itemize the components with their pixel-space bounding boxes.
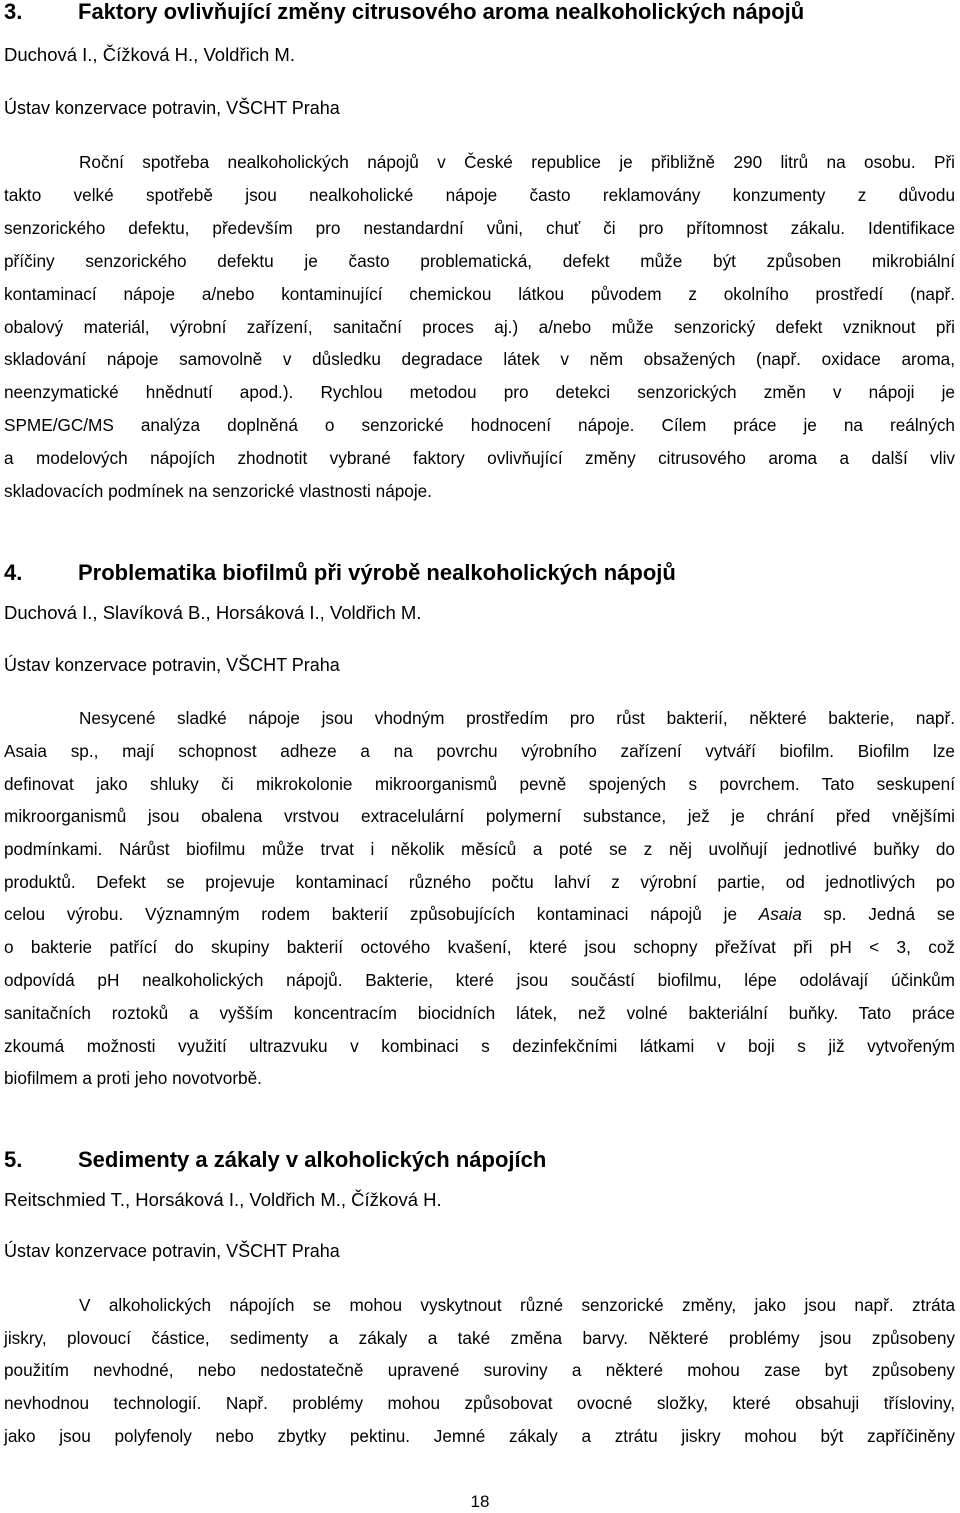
paragraph-line: podmínkami. Nárůst biofilmu může trvat i několik měsíců a poté se z něj uvolňují jednotlivé buňky do (4, 839, 955, 859)
paragraph-line: odpovídá pH nealkoholických nápojů. Bakterie, které jsou součástí biofilmu, lépe odolávají účinkům (4, 970, 955, 990)
paragraph-line: příčiny senzorického defektu je často problematická, defekt může být způsoben mikrobiální (4, 251, 955, 271)
section-title: Faktory ovlivňující změny citrusového aroma nealkoholických nápojů (78, 0, 805, 24)
section-title: Problematika biofilmů při výrobě nealkoholických nápojů (78, 560, 676, 585)
section-number: 3. (4, 0, 23, 24)
section-3-heading (4, 0, 804, 26)
paragraph-line: obalový materiál, výrobní zařízení, sanitační proces aj.) a/nebo může senzorický defekt vzniknout při (4, 317, 955, 337)
paragraph-line: kontaminací nápoje a/nebo kontaminující chemickou látkou původem z okolního prostředí (např. (4, 284, 955, 304)
paragraph-line: V alkoholických nápojích se mohou vyskytnout různé senzorické změny, jako jsou např. ztráta (79, 1295, 955, 1315)
paragraph-line: definovat jako shluky či mikrokolonie mikroorganismů pevně spojených s povrchem. Tato seskupení (4, 774, 955, 794)
paragraph-line: zkoumá možnosti využití ultrazvuku v kombinaci s dezinfekčními látkami v boji s již vytvořeným (4, 1036, 955, 1056)
paragraph-line: skladovacích podmínek na senzorické vlastnosti nápoje. (4, 481, 433, 501)
paragraph-line: a modelových nápojích zhodnotit vybrané faktory ovlivňující změny citrusového aroma a další vliv (4, 448, 955, 468)
paragraph-line: Nesycené sladké nápoje jsou vhodným prostředím pro růst bakterií, některé bakterie, např. (79, 708, 955, 728)
paragraph-line: použitím nevhodné, nebo nedostatečně upravené suroviny a některé mohou zase byt způsobeny (4, 1360, 955, 1380)
paragraph-line: senzorického defektu, především pro nestandardní vůni, chuť či pro přítomnost zákalu. Identifikace (4, 218, 955, 238)
section-5-affiliation: Ústav konzervace potravin, VŠCHT Praha (4, 1241, 340, 1261)
paragraph-line: produktů. Defekt se projevuje kontaminací různého počtu lahví z výrobní partie, od jednotlivých po (4, 872, 955, 892)
paragraph-line: celou výrobu. Významným rodem bakterií způsobujících kontaminaci nápojů je Asaia sp. Jedná se (4, 904, 955, 924)
paragraph-line: o bakterie patřící do skupiny bakterií octového kvašení, které jsou schopny přežívat při pH < 3, což (4, 937, 955, 957)
section-number: 5. (4, 1147, 23, 1172)
section-3-affiliation: Ústav konzervace potravin, VŠCHT Praha (4, 98, 340, 118)
section-number: 4. (4, 560, 23, 585)
paragraph-line: sanitačních roztoků a vyšším koncentracím biocidních látek, než volné bakteriální buňky. Tato práce (4, 1003, 955, 1023)
section-title: Sedimenty a zákaly v alkoholických nápojích (78, 1147, 547, 1172)
paragraph-line: biofilmem a proti jeho novotvorbě. (4, 1068, 262, 1088)
section-4-authors: Duchová I., Slavíková B., Horsáková I., Voldřich M. (4, 602, 422, 623)
section-3-authors: Duchová I., Čížková H., Voldřich M. (4, 44, 295, 65)
paragraph-line: Asaia sp., mají schopnost adheze a na povrchu výrobního zařízení vytváří biofilm. Biofilm lze (4, 741, 955, 761)
section-5-heading (4, 1146, 546, 1174)
paragraph-line: Roční spotřeba nealkoholických nápojů v České republice je přibližně 290 litrů na osobu. Při (79, 152, 955, 172)
page-number: 18 (470, 1492, 490, 1511)
section-4-heading (4, 559, 676, 587)
paragraph-line: SPME/GC/MS analýza doplněná o senzorické hodnocení nápoje. Cílem práce je na reálných (4, 415, 955, 435)
section-5-authors: Reitschmied T., Horsáková I., Voldřich M., Čížková H. (4, 1189, 442, 1210)
paragraph-line: takto velké spotřebě jsou nealkoholické nápoje často reklamovány konzumenty z důvodu (4, 185, 955, 205)
paragraph-line: jiskry, plovoucí částice, sedimenty a zákaly a také změna barvy. Některé problémy jsou způsobeny (4, 1328, 955, 1348)
section-4-affiliation: Ústav konzervace potravin, VŠCHT Praha (4, 655, 340, 675)
paragraph-line: nevhodnou technologií. Např. problémy mohou způsobovat ovocné složky, které obsahuji třísloviny, (4, 1393, 955, 1413)
paragraph-line: jako jsou polyfenoly nebo zbytky pektinu. Jemné zákaly a ztrátu jiskry mohou být zapříčiněny (4, 1426, 955, 1446)
paragraph-line: neenzymatické hnědnutí apod.). Rychlou metodou pro detekci senzorických změn v nápoji je (4, 382, 955, 402)
paragraph-line: mikroorganismů jsou obalena vrstvou extracelulární polymerní substance, jež je chrání před vnějšími (4, 806, 955, 826)
paragraph-line: skladování nápoje samovolně v důsledku degradace látek v něm obsažených (např. oxidace aroma, (4, 349, 955, 369)
